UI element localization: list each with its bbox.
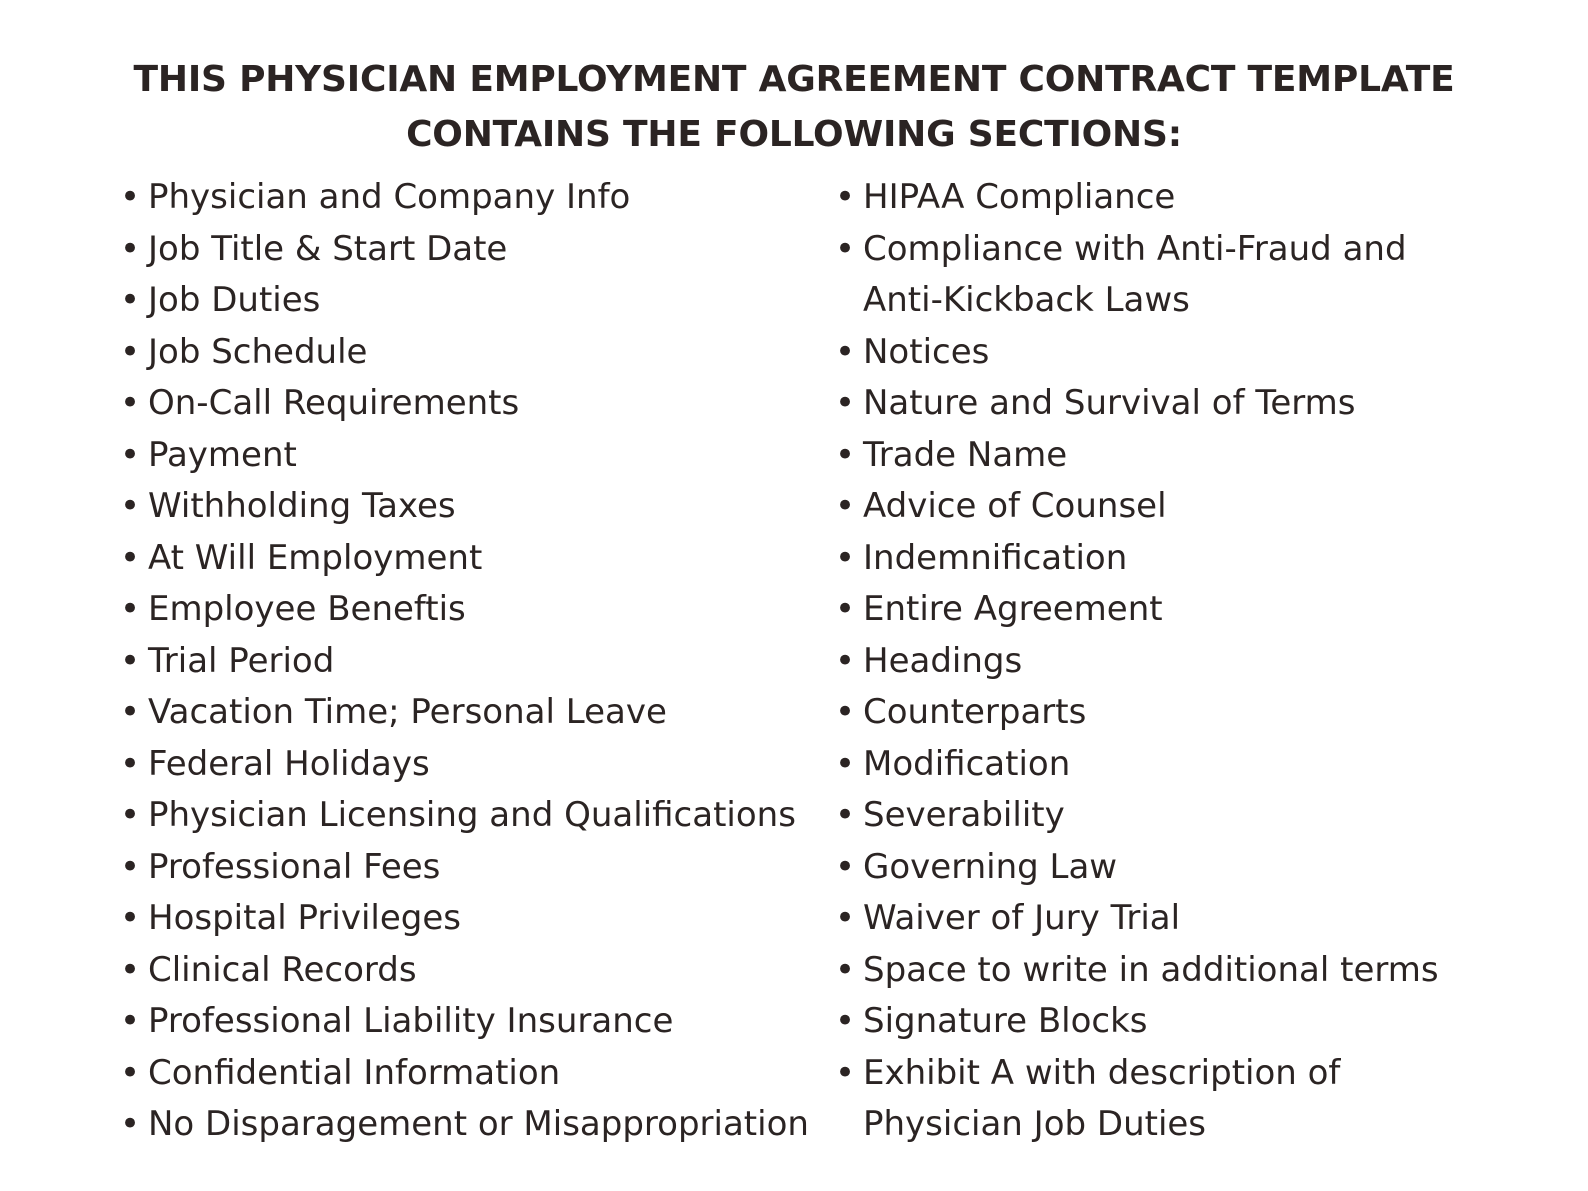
list-item bbox=[118, 893, 818, 945]
list-item-label: Waiver of Jury Trial bbox=[863, 898, 1181, 938]
list-item-label: Governing Law bbox=[863, 846, 1118, 887]
list-item-label: Counterparts bbox=[863, 692, 1087, 732]
list-item-label: Nature and Survival of Terms bbox=[863, 383, 1356, 423]
bullet-icon: • bbox=[120, 898, 141, 938]
bullet-icon: • bbox=[835, 589, 856, 629]
bullet-icon: • bbox=[120, 486, 141, 526]
list-item bbox=[833, 739, 1513, 791]
list-item-label: Confidential Information bbox=[148, 1052, 561, 1093]
bullet-icon: • bbox=[120, 177, 141, 217]
bullet-icon: • bbox=[120, 1001, 141, 1041]
list-item-label: Hospital Privileges bbox=[148, 898, 462, 938]
bullet-icon: • bbox=[120, 743, 141, 784]
list-item-label: Job Title & Start Date bbox=[148, 228, 508, 269]
list-item-label: Employee Beneftis bbox=[148, 589, 466, 629]
bullet-icon: • bbox=[120, 1052, 141, 1093]
list-item bbox=[833, 687, 1513, 739]
bullet-icon: • bbox=[835, 743, 856, 784]
list-item-label: Headings bbox=[863, 640, 1023, 681]
bullet-icon: • bbox=[120, 383, 141, 423]
list-item-label: Job Duties bbox=[148, 280, 321, 320]
list-item bbox=[118, 687, 818, 739]
list-item-label: Payment bbox=[148, 434, 297, 475]
bullet-icon: • bbox=[120, 846, 141, 887]
page-title bbox=[0, 52, 1588, 162]
list-item bbox=[833, 430, 1513, 482]
list-item-label: Physician and Company Info bbox=[148, 177, 631, 217]
title-line-2: CONTAINS THE FOLLOWING SECTIONS: bbox=[406, 114, 1182, 155]
bullet-icon: • bbox=[120, 1104, 141, 1144]
list-item bbox=[118, 1048, 818, 1100]
list-item-label: Vacation Time; Personal Leave bbox=[148, 692, 667, 732]
list-item bbox=[833, 584, 1513, 636]
list-item bbox=[118, 430, 818, 482]
list-item-label: Severability bbox=[863, 795, 1065, 835]
list-item bbox=[118, 533, 818, 585]
list-item bbox=[833, 842, 1513, 894]
list-item bbox=[118, 378, 818, 430]
list-item bbox=[833, 533, 1513, 585]
bullet-icon: • bbox=[835, 383, 856, 423]
list-item bbox=[118, 275, 818, 327]
bullet-icon: • bbox=[835, 898, 856, 938]
list-item bbox=[833, 172, 1513, 224]
bullet-icon: • bbox=[835, 434, 856, 475]
list-item bbox=[833, 1048, 1513, 1151]
bullet-icon: • bbox=[835, 331, 856, 372]
list-item-label: Clinical Records bbox=[148, 949, 417, 990]
bullet-icon: • bbox=[835, 640, 856, 681]
bullet-icon: • bbox=[120, 640, 141, 681]
list-item-label: Exhibit A with description of Physician Job Duties bbox=[863, 1052, 1341, 1144]
bullet-icon: • bbox=[835, 1052, 856, 1093]
list-item-label: Withholding Taxes bbox=[148, 486, 456, 526]
bullet-icon: • bbox=[120, 331, 141, 372]
list-item bbox=[833, 790, 1513, 842]
bullet-icon: • bbox=[120, 589, 141, 629]
list-item bbox=[118, 996, 818, 1048]
list-item-label: At Will Employment bbox=[148, 537, 483, 578]
bullet-icon: • bbox=[120, 949, 141, 990]
bullet-icon: • bbox=[835, 537, 856, 578]
list-item bbox=[833, 893, 1513, 945]
list-item-label: Space to write in additional terms bbox=[863, 949, 1439, 990]
list-item-label: Professional Liability Insurance bbox=[148, 1001, 674, 1041]
list-item-label: Physician Licensing and Qualifications bbox=[148, 795, 796, 835]
list-item-label: Federal Holidays bbox=[148, 743, 430, 784]
list-item bbox=[833, 636, 1513, 688]
list-item-label: Signature Blocks bbox=[863, 1001, 1148, 1041]
list-item bbox=[118, 584, 818, 636]
bullet-icon: • bbox=[120, 692, 141, 732]
list-item-label: On-Call Requirements bbox=[148, 383, 520, 423]
list-item-label: Advice of Counsel bbox=[863, 486, 1167, 526]
bullet-icon: • bbox=[835, 1001, 856, 1041]
bullet-icon: • bbox=[835, 949, 856, 990]
list-item-label: No Disparagement or Misappropriation bbox=[148, 1104, 809, 1144]
list-item-label: Trial Period bbox=[148, 640, 335, 681]
list-item bbox=[118, 842, 818, 894]
list-item bbox=[833, 327, 1513, 379]
list-item bbox=[118, 739, 818, 791]
list-item bbox=[118, 790, 818, 842]
list-item bbox=[833, 481, 1513, 533]
bullet-icon: • bbox=[120, 537, 141, 578]
sections-list-left bbox=[118, 172, 818, 1151]
bullet-icon: • bbox=[835, 795, 856, 835]
list-item bbox=[833, 378, 1513, 430]
bullet-icon: • bbox=[835, 228, 856, 269]
bullet-icon: • bbox=[835, 692, 856, 732]
list-item bbox=[833, 224, 1513, 327]
list-item-label: Compliance with Anti-Fraud and Anti-Kickback Laws bbox=[863, 228, 1407, 320]
list-item bbox=[118, 172, 818, 224]
sections-list-right bbox=[833, 172, 1513, 1151]
bullet-icon: • bbox=[835, 177, 856, 217]
bullet-icon: • bbox=[835, 486, 856, 526]
list-item-label: Trade Name bbox=[863, 434, 1068, 475]
bullet-icon: • bbox=[120, 434, 141, 475]
list-item bbox=[833, 996, 1513, 1048]
list-item bbox=[118, 481, 818, 533]
list-item-label: Professional Fees bbox=[148, 846, 441, 887]
list-item-label: Job Schedule bbox=[148, 331, 368, 372]
list-item bbox=[118, 1099, 818, 1151]
bullet-icon: • bbox=[120, 228, 141, 269]
bullet-icon: • bbox=[120, 795, 141, 835]
list-item-label: Indemnification bbox=[863, 537, 1128, 578]
list-item bbox=[833, 945, 1513, 997]
bullet-icon: • bbox=[120, 280, 141, 320]
list-item-label: Entire Agreement bbox=[863, 589, 1163, 629]
list-item bbox=[118, 636, 818, 688]
title-line-1: THIS PHYSICIAN EMPLOYMENT AGREEMENT CONTRACT TEMPLATE bbox=[133, 59, 1455, 100]
bullet-icon: • bbox=[835, 846, 856, 887]
list-item-label: Modification bbox=[863, 743, 1071, 784]
list-item-label: Notices bbox=[863, 331, 990, 372]
list-item bbox=[118, 945, 818, 997]
list-item bbox=[118, 327, 818, 379]
list-item-label: HIPAA Compliance bbox=[863, 177, 1176, 217]
list-item bbox=[118, 224, 818, 276]
